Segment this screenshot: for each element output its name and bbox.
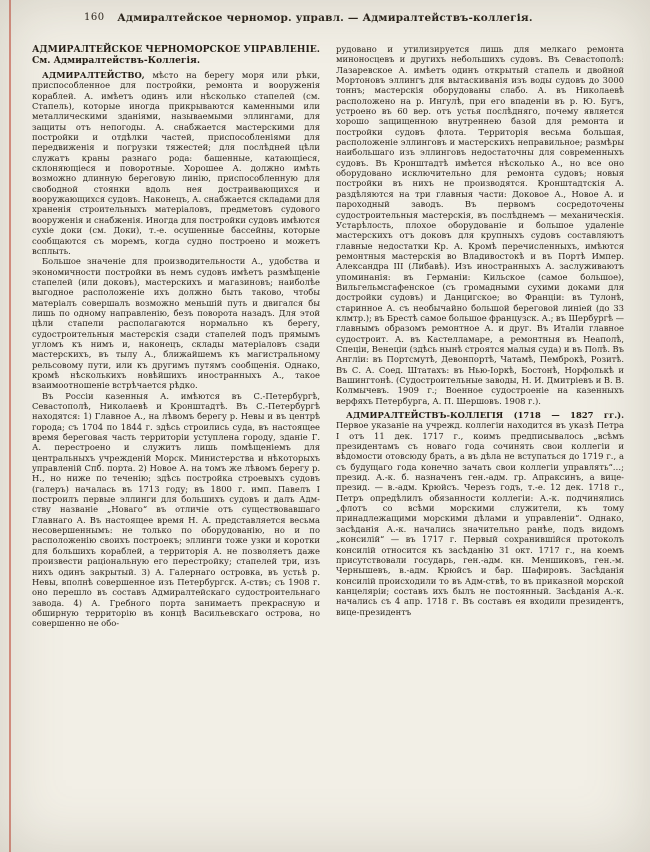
right-column [336, 44, 624, 629]
article-headword: АДМИРАЛТЕЙСКОЕ ЧЕРНОМОРСКОЕ УПРАВЛЕНІЕ. [32, 44, 320, 55]
red-margin-line [9, 0, 11, 852]
article-headword-admiralteystvo: АДМИРАЛТЕЙСТВО, [42, 70, 145, 80]
running-title: Адмиралтейское черномор. управл. — Адмиралтействъ-коллегія. [117, 12, 533, 24]
article-heading-admiralteyskoe-chernomorskoe [32, 44, 320, 66]
article-headword-admiralteystv-kollegiya: АДМИРАЛТЕЙСТВЪ-КОЛЛЕГІЯ (1718 — 1827 гг.). [346, 410, 624, 421]
article-paragraph [336, 410, 624, 617]
article-paragraph-continuation: рудовано и утилизируется лишь для мелкаго ремонта миноносцевъ и другихъ небольшихъ судовъ. Въ Севастополѣ: Лазаревское А. имѣетъ одинъ открытый стапель и двойной Мортоновъ эллингъ для вытаскиванія изъ воды судовъ до 3000 тоннъ; мастерскія оборудованы слабо. А. въ Николаевѣ расположено на р. Ингулѣ, при его впаденіи въ р. Ю. Бугъ, устроено въ 60 вер. отъ устья послѣдняго, почему является хорошо защищенною внутреннею базой для ремонта и постройки судовъ флота. Территорія весьма большая, расположеніе эллинговъ и мастерскихъ неправильное; размѣры наибольшаго изъ эллинговъ недостаточны для современныхъ судовъ. Въ Кронштадтѣ имѣется нѣсколько А., но все оно оборудовано исключительно для ремонта судовъ; новыя постройки въ нихъ не производятся. Кронштадтскія А. раздѣляются на три главныя части: Доковое А., Новое А. и пароходный заводъ. Въ первомъ сосредоточены судостроительныя мастерскія, въ послѣднемъ — механическія. Устарѣлость, плохое оборудованіе и большое удаленіе мастерскихъ отъ доковъ для крупныхъ судовъ составляютъ главные недостатки Кр. А. Кромѣ перечисленныхъ, имѣются ремонтныя мастерскія во Владивостокѣ и въ Портѣ Импер. Александра III (Либавѣ). Изъ иностранныхъ А. заслуживаютъ упоминанія: въ Германіи: Кильское (самое большое), Вильгельмсгафенское (съ громадными сухими доками для достройки судовъ) и Данцигское; во Франціи: въ Тулонѣ, старинное А. съ необычайно большой береговой линіей (до 33 клмтр.); въ Брестѣ самое большое французск. А.; въ Шербургѣ — главнымъ образомъ ремонтное А. и друг. Въ Италіи главное судостроит. А. въ Кастелламаре, а ремонтныя въ Неаполѣ, Спеціи, Венеціи (здѣсь нынѣ строятся малыя суда) и въ Полѣ. Въ Англіи: въ Портсмутѣ, Девонпортѣ, Чатамѣ, Пемброкѣ, Розитѣ. Въ С. А. Соед. Штатахъ: въ Нью-Іоркѣ, Бостонѣ, Норфолькѣ и Вашингтонѣ. (Судостроительные заводы, Н. И. Дмитріевъ и В. В. Колмычевъ. 1909 г.; Военное судостроеніе на казенныхъ верфяхъ Петербурга, А. П. Шершовъ. 1908 г.). [336, 44, 624, 406]
article-crossref: См. Адмиралтействъ-Коллегія. [32, 55, 201, 66]
text-columns [0, 44, 650, 629]
page-header [0, 0, 650, 38]
left-column [32, 44, 320, 629]
page-number: 160 [84, 12, 105, 23]
article-paragraph [32, 70, 320, 256]
paragraph-text: мѣсто на берегу моря или рѣки, приспособленное для постройки, ремонта и вооруженія кораблей. А. имѣетъ одинъ или нѣсколько стапелей (см. Стапель), которые иногда прикрываются каменными или металлическими зданіями, называемыми эллингами, для защиты отъ непогоды. А. снабжается мастерскими для постройки и отдѣлки частей, приспособленіями для передвиженія и погрузки тяжестей; для послѣдней цѣли служатъ краны разнаго рода: башенные, катающіеся, склоняющіеся и поворотные. Хорошее А. должно имѣть возможно длинную береговую линію, приспособленную для свободной стоянки вдоль нея достраивающихся и вооружающихся судовъ. Наконецъ, А. снабжается складами для храненія строительныхъ матеріаловъ, предметовъ судового вооруженія и снабженія. Иногда для постройки судовъ имѣются сухіе доки (см. Доки), т.-е. осушенные бассейны, которые сообщаются съ моремъ, когда судно построено и можетъ всплыть. [32, 70, 320, 256]
paragraph-text: Первое указаніе на учрежд. коллегіи находится въ указѣ Петра I отъ 11 дек. 1717 г., коимъ предписывалось „всѣмъ президентамъ съ новаго года сочинять свои коллегіи и вѣдомости отовсюду брать, а въ дѣла не вступаться до 1719 г., а съ будущаго года конечно зачать свои коллегіи управлять“…; презид. А.-к. б. назначенъ ген.-адм. гр. Апраксинъ, а вице-презид. — в.-адм. Крюйсъ. Черезъ годъ, т.-е. 12 дек. 1718 г., Петръ опредѣлилъ обязанности коллегіи: А.-к. подчинялись „флотъ со всѣми морскими служители, къ тому принадлежащими морскими дѣлами и управленіи“. Однако, засѣданія А.-к. начались значительно ранѣе, подъ видомъ „консилій“ — въ 1717 г. Первый сохранившійся протоколъ консилій относится къ засѣданію 31 окт. 1717 г., на коемъ присутствовали государь, ген.-адм. кн. Меншиковъ, ген.-м. Чернышевъ, в.-адм. Крюйсъ и бар. Шафировъ. Засѣданія консилій происходили то въ Адм-ствѣ, то въ приказной морской канцеляріи; составъ ихъ былъ не постоянный. Засѣданія А.-к. начались съ 4 апр. 1718 г. Въ составъ ея входили президентъ, вице-президентъ [336, 420, 624, 617]
article-paragraph: Большое значеніе для производительности А., удобства и экономичности постройки въ немъ судовъ имѣетъ размѣщеніе стапелей (или доковъ), мастерскихъ и магазиновъ; наиболѣе выгодное расположеніе ихъ должно быть таково, чтобы матеріалъ совершалъ возможно меньшій путь и двигался бы лишь по одному направленію, безъ поворота назадъ. Для этой цѣли стапели располагаются нормально къ берегу, судостроительныя мастерскія сзади стапелей подъ прямымъ угломъ къ нимъ и, наконецъ, склады матеріаловъ сзади мастерскихъ, въ тылу А., ближайшемъ къ магистральному рельсовому пути, или къ другимъ путямъ сообщенія. Однако, кромѣ нѣсколькихъ новѣйшихъ иностранныхъ А., такое взаимоотношеніе встрѣчается рѣдко. [32, 256, 320, 391]
article-paragraph: Въ Россіи казенныя А. имѣются въ С.-Петербургѣ, Севастополѣ, Николаевѣ и Кронштадтѣ. Въ С.-Петербургѣ находятся: 1) Главное А., на лѣвомъ берегу р. Невы и въ центрѣ города; съ 1704 по 1844 г. здѣсь строились суда, въ настоящее время береговая часть территоріи уступлена городу, зданіе Г. А. перестроено и служитъ лишь помѣщеніемъ для центральныхъ учрежденій Морск. Министерства и нѣкоторыхъ управленій Спб. порта. 2) Новое А. на томъ же лѣвомъ берегу р. Н., но ниже по теченію; здѣсь постройка строевыхъ судовъ (галеръ) началась въ 1713 году; въ 1800 г. имп. Павелъ I построилъ первые эллинги для большихъ судовъ и далъ Адм-ству названіе „Новаго“ въ отличіе отъ существовавшаго Главнаго А. Въ настоящее время Н. А. представляется весьма несовершеннымъ: не только по оборудованію, но и по расположенію своихъ построекъ; эллинги тоже узки и коротки для большихъ кораблей, а территорія А. не позволяетъ даже произвести раціональную его перестройку; стапелей три, изъ нихъ одинъ закрытый. 3) А. Галернаго островка, въ устьѣ р. Невы, вполнѣ совершенное изъ Петербургск. А-ствъ; съ 1908 г. оно перешло въ составъ Адмиралтейскаго судостроительнаго завода. 4) А. Гребного порта занимаетъ прекрасную и обширную территорію въ концѣ Васильевскаго острова, но совершенно не обо- [32, 390, 320, 629]
